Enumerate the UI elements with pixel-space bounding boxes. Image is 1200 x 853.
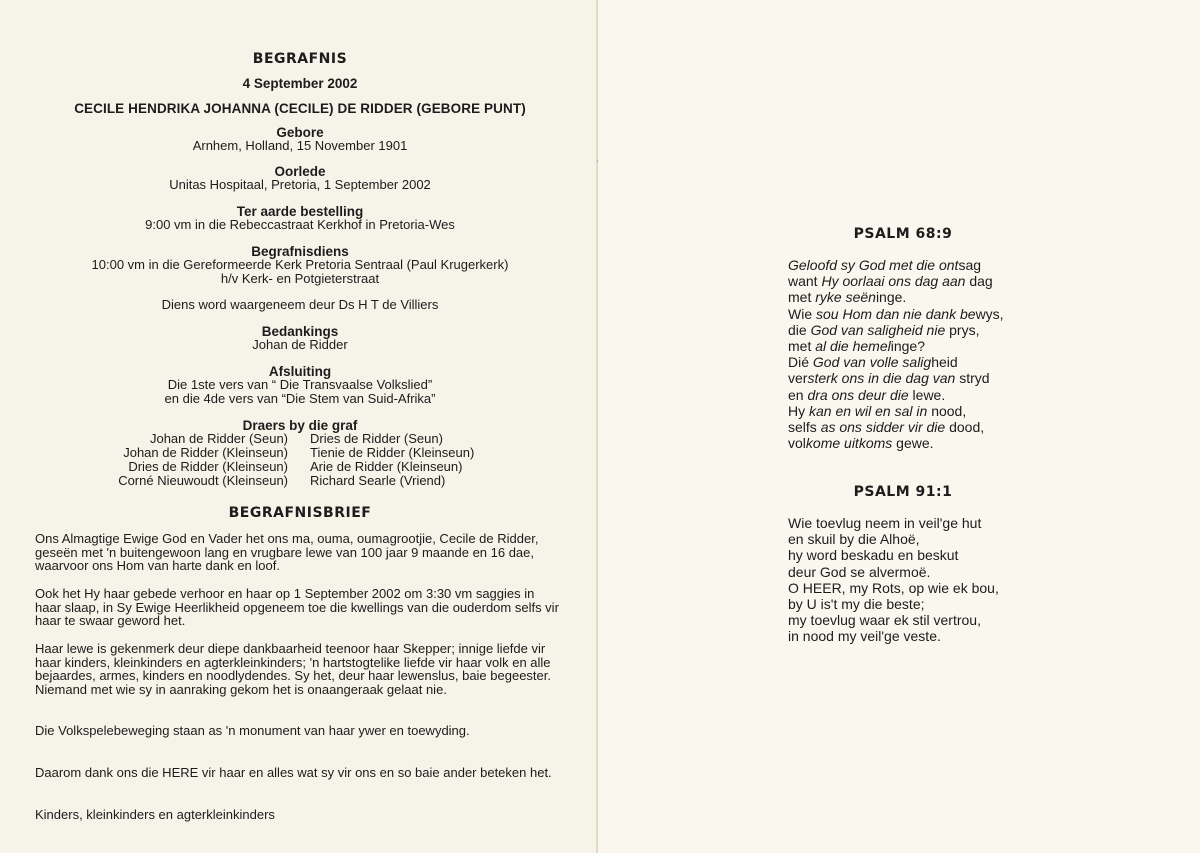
letter-paragraph-5: Daarom dank ons die HERE vir haar en alles wat sy vir ons en so baie ander beteken het. [35, 765, 552, 780]
verse-text: selfs [788, 419, 821, 436]
psalm-91-title: PSALM 91:1 [853, 484, 953, 500]
letter-title: BEGRAFNISBRIEF [228, 505, 372, 521]
verse-italic-text: God van volle salig [812, 354, 932, 371]
closing-label: Afsluiting [268, 364, 332, 379]
bearer-name: Tienie de Ridder (Kleinseun) [310, 445, 475, 460]
verse-italic-text: sou Hom dan nie dank be [816, 305, 976, 322]
verse-line [788, 419, 1048, 435]
deceased-name: CECILE HENDRIKA JOHANNA (CECILE) DE RIDDER (GEBORE PUNT) [74, 101, 526, 116]
born-value: Arnhem, Holland, 15 November 1901 [192, 138, 408, 153]
psalm-68-title: PSALM 68:9 [853, 226, 953, 242]
verse-text: wys, [975, 305, 1004, 322]
service-value-2: h/v Kerk- en Potgieterstraat [220, 271, 380, 286]
verse-line: en skuil by die Alhoë, [788, 531, 920, 548]
bearer-name: Johan de Ridder (Seun) [149, 431, 288, 446]
verse-italic-text: kan en wil en sal in [809, 402, 932, 419]
verse-italic-text: al die hemel [815, 338, 891, 355]
psalm-68-verse [788, 257, 1048, 451]
verse-italic-text: kome uitkoms [805, 435, 897, 452]
letter-paragraph-1: Ons Almagtige Ewige God en Vader het ons ma, ouma, oumagrootjie, Cecile de Ridder, geseën met 'n buitengewoon lang en vrugbare lewe van 100 jaar 9 maande en 16 dae, waarvoor ons Hom van harte dank en loof. [35, 531, 539, 573]
verse-text: Wie [788, 305, 816, 322]
letter-paragraph-3: Haar lewe is gekenmerk deur diepe dankbaarheid teenoor haar Skepper; innige liefde vir haar kinders, kleinkinders en agterkleinkinders; 'n hartstogtelike liefde vir haar volk en alle bejaardes, armes, kinders en noodlydendes. Sy het, deur haar lewenslus, baie begeester. Niemand met wie sy in aanraking gekom het is onaangeraak gelaat nie. [35, 641, 551, 697]
thanks-label: Bedankings [261, 324, 339, 339]
verse-italic-text: Hy oorlaai ons dag aan [821, 273, 970, 290]
document-title: BEGRAFNIS [252, 51, 348, 67]
bearer-name: Dries de Ridder (Seun) [310, 431, 443, 446]
died-label: Oorlede [274, 164, 326, 179]
burial-value: 9:00 vm in die Rebeccastraat Kerkhof in Pretoria-Wes [145, 217, 455, 232]
verse-text: stryd [959, 370, 990, 387]
thanks-value: Johan de Ridder [252, 337, 348, 352]
bearer-name: Arie de Ridder (Kleinseun) [310, 459, 463, 474]
verse-text: prys, [949, 321, 980, 338]
verse-line [788, 273, 1048, 289]
verse-line: by U is't my die beste; [788, 596, 925, 613]
verse-line [788, 435, 1048, 451]
burial-label: Ter aarde bestelling [236, 204, 364, 219]
verse-text: dag [969, 273, 993, 290]
bearer-name: Richard Searle (Vriend) [310, 473, 446, 488]
verse-text: ver [788, 370, 808, 387]
verse-line: my toevlug waar ek stil vertrou, [788, 612, 981, 629]
verse-line: in nood my veil'ge veste. [788, 628, 941, 645]
verse-text: Dié [788, 354, 813, 371]
bearer-name: Johan de Ridder (Kleinseun) [123, 445, 288, 460]
verse-text: lewe. [912, 386, 946, 403]
verse-line: hy word beskadu en beskut [788, 547, 959, 564]
service-value-1: 10:00 vm in die Gereformeerde Kerk Pretoria Sentraal (Paul Krugerkerk) [91, 257, 509, 272]
verse-line: deur God se alvermoë. [788, 563, 931, 580]
born-label: Gebore [276, 125, 324, 140]
letter-signature: Kinders, kleinkinders en agterkleinkinders [35, 807, 275, 822]
verse-line [788, 338, 1048, 354]
psalm-91-verse [788, 515, 1048, 645]
verse-text: die [788, 321, 811, 338]
bearers-right-column [310, 432, 550, 488]
verse-line: O HEER, my Rots, op wie ek bou, [788, 579, 999, 596]
verse-text: Hy [788, 402, 809, 419]
verse-text: met [788, 289, 816, 306]
verse-line: Wie toevlug neem in veil'ge hut [788, 515, 982, 531]
verse-line [788, 387, 1048, 403]
verse-text: vol [788, 435, 806, 452]
died-value: Unitas Hospitaal, Pretoria, 1 September 2002 [169, 177, 431, 192]
bearer-name: Dries de Ridder (Kleinseun) [128, 459, 288, 474]
closing-value-1: Die 1ste vers van “ Die Transvaalse Volkslied” [167, 377, 433, 392]
verse-text: nood, [931, 402, 967, 419]
verse-text: en [788, 386, 808, 403]
verse-text: dood, [949, 419, 985, 436]
verse-line [788, 306, 1048, 322]
verse-text: sag [958, 257, 982, 273]
verse-text: gewe. [896, 435, 934, 452]
verse-italic-text: ryke seën [815, 289, 876, 306]
letter-paragraph-4: Die Volkspelebeweging staan as 'n monument van haar ywer en toewyding. [35, 723, 470, 738]
verse-italic-text: Geloofd sy God met die ont [788, 257, 959, 273]
verse-line [788, 289, 1048, 305]
verse-line [788, 403, 1048, 419]
bearers-left-column [52, 432, 288, 488]
verse-italic-text: dra ons deur die [807, 386, 913, 403]
bearer-name: Corné Nieuwoudt (Kleinseun) [118, 473, 288, 488]
verse-text: want [788, 273, 822, 290]
verse-line [788, 322, 1048, 338]
funeral-date: 4 September 2002 [242, 76, 358, 91]
verse-line [788, 257, 1048, 273]
verse-text: heid [931, 354, 958, 371]
letter-paragraph-2: Ook het Hy haar gebede verhoor en haar op 1 September 2002 om 3:30 vm saggies in haar slaap, in Sy Ewige Heerlikheid opgeneem toe die kwellings van die ouderdom selfs vir haar te swaar geword het. [35, 586, 559, 628]
verse-text: met [788, 338, 816, 355]
verse-italic-text: sterk ons in die dag van [807, 370, 960, 387]
verse-italic-text: God van saligheid nie [810, 321, 950, 338]
verse-text: inge. [875, 289, 907, 306]
bearers-label: Draers by die graf [242, 418, 358, 433]
verse-text: inge? [890, 338, 925, 355]
verse-line [788, 354, 1048, 370]
service-label: Begrafnisdiens [251, 244, 349, 259]
verse-italic-text: as ons sidder vir die [820, 419, 950, 436]
officiant-line: Diens word waargeneem deur Ds H T de Villiers [161, 297, 439, 312]
verse-line [788, 370, 1048, 386]
closing-value-2: en die 4de vers van “Die Stem van Suid-Afrika” [164, 391, 436, 406]
left-page [0, 0, 598, 853]
